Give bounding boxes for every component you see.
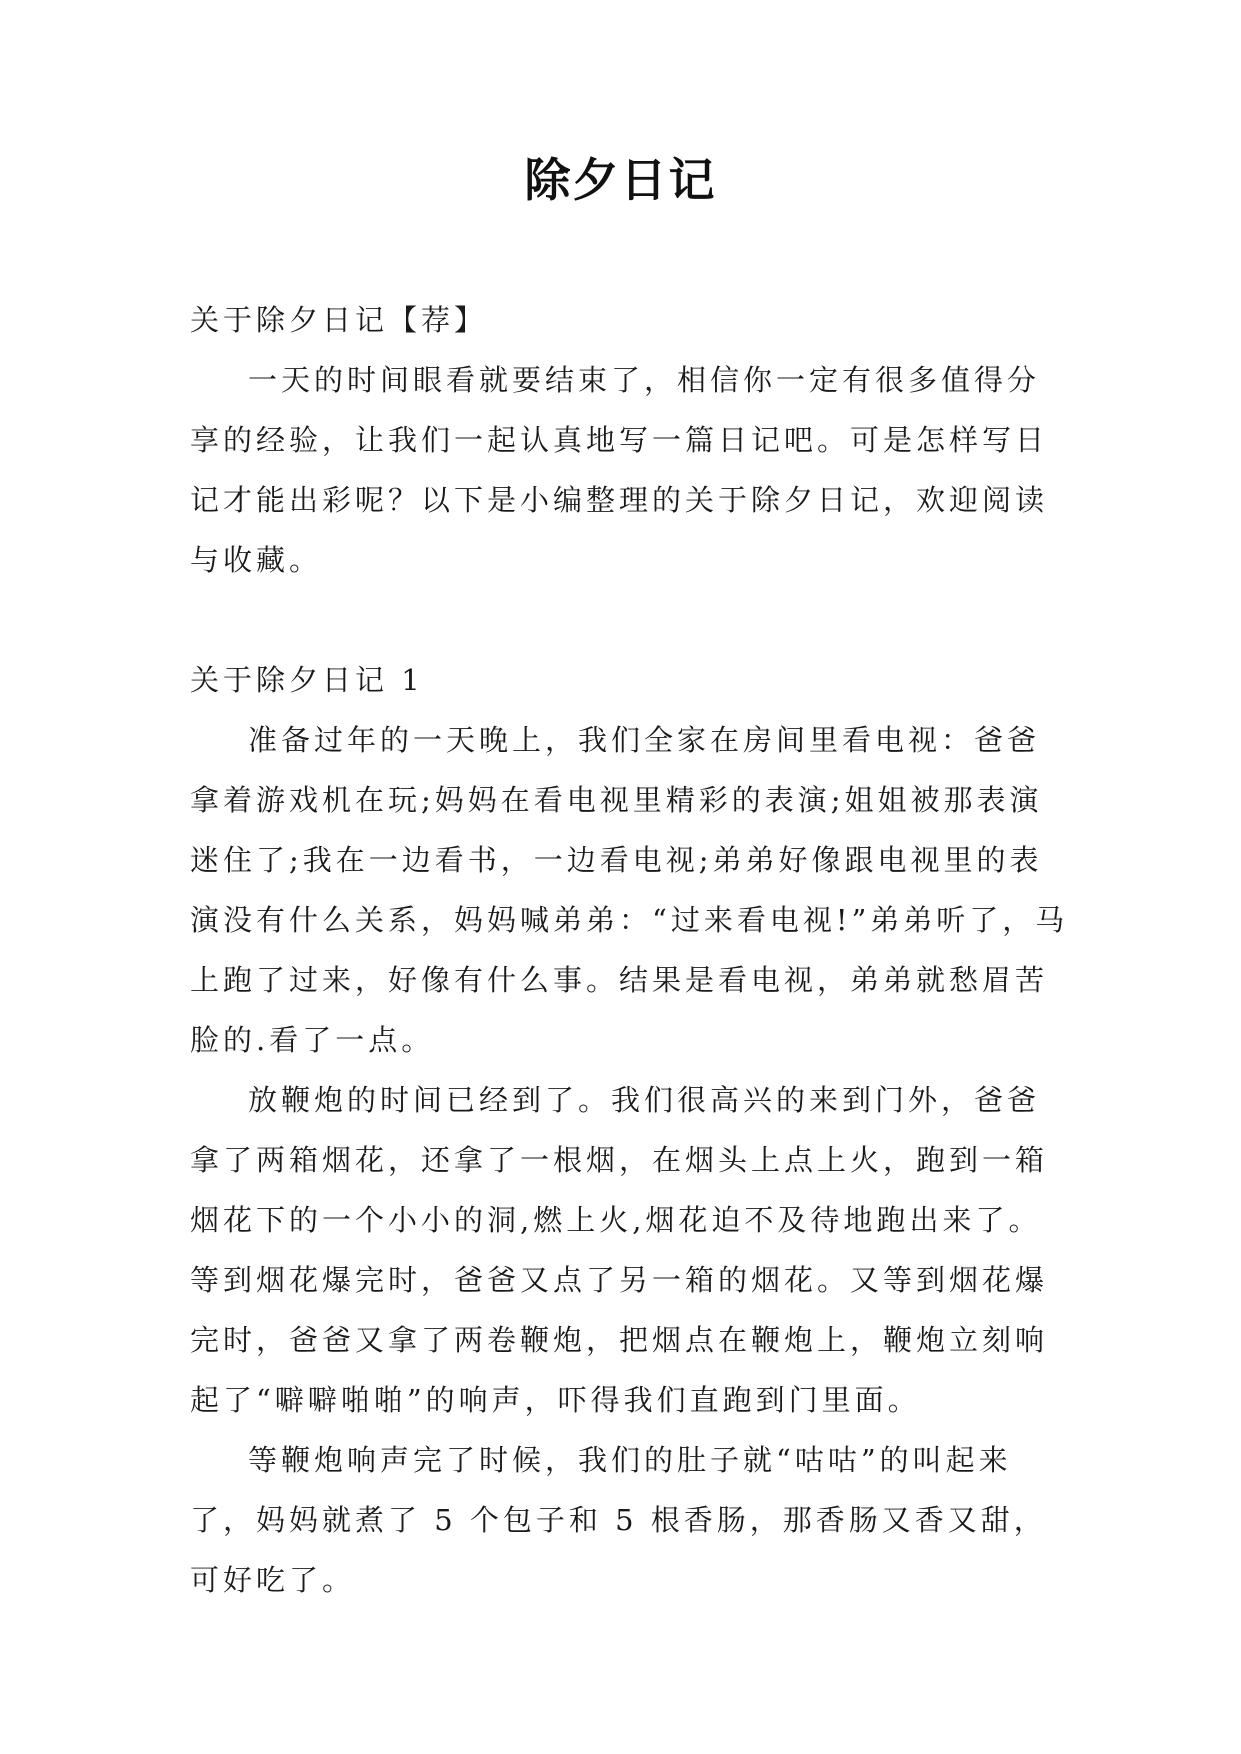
intro-paragraph: 一天的时间眼看就要结束了，相信你一定有很多值得分享的经验，让我们一起认真地写一篇日记吧。可是怎样写日记才能出彩呢？以下是小编整理的关于除夕日记，欢迎阅读与收藏。 xyxy=(190,363,1049,577)
intro-heading: 关于除夕日记【荐】 xyxy=(190,303,488,337)
section-spacer xyxy=(190,590,1070,650)
document-body xyxy=(190,290,1070,1610)
body-paragraph: 准备过年的一天晚上，我们全家在房间里看电视：爸爸拿着游戏机在玩;妈妈在看电视里精彩的表演;姐姐被那表演迷住了;我在一边看书，一边看电视;弟弟好像跟电视里的表演没有什么关系，妈妈喊弟弟：“过来看电视!”弟弟听了，马上跑了过来，好像有什么事。结果是看电视，弟弟就愁眉苦脸的.看了一点。 xyxy=(190,723,1069,1057)
document-title: 除夕日记 xyxy=(524,153,717,207)
body-paragraph: 放鞭炮的时间已经到了。我们很高兴的来到门外，爸爸拿了两箱烟花，还拿了一根烟，在烟头上点上火，跑到一箱烟花下的一个小小的洞,燃上火,烟花迫不及待地跑出来了。等到烟花爆完时，爸爸又点了另一箱的烟花。又等到烟花爆完时，爸爸又拿了两卷鞭炮，把烟点在鞭炮上，鞭炮立刻响起了“噼噼啪啪”的响声，吓得我们直跑到门里面。 xyxy=(190,1083,1049,1417)
section-heading: 关于除夕日记 1 xyxy=(190,663,424,697)
body-paragraph: 等鞭炮响声完了时候，我们的肚子就“咕咕”的叫起来了，妈妈就煮了 5 个包子和 5 根香肠，那香肠又香又甜，可好吃了。 xyxy=(190,1443,1047,1597)
